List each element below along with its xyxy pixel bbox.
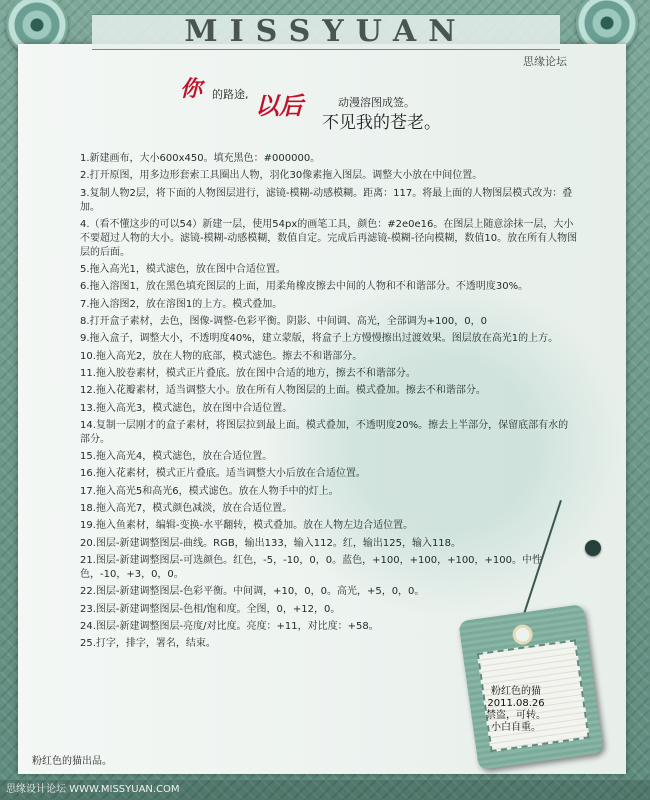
title-main-line: 不见我的苍老。 (322, 113, 441, 133)
step-item: 23.图层-新建调整图层-色相/饱和度。全图，0，+12，0。 (80, 603, 341, 615)
step-item: 15.拖入高光4，模式滤色，放在合适位置。 (80, 451, 273, 463)
site-watermark: 思缘设计论坛 WWW.MISSYUAN.COM (0, 780, 650, 800)
tag-line-3: 禁盗，可转。 (486, 710, 546, 721)
step-item: 19.拖入鱼素材，编辑-变换-水平翻转，模式叠加。放在人物左边合适位置。 (80, 520, 414, 532)
step-item: 12.拖入花瓣素材，适当调整大小。放在所有人物图层的上面。模式叠加。擦去不和谐部分。 (80, 385, 486, 397)
step-item: 17.拖入高光5和高光6，模式滤色。放在人物手中的灯上。 (80, 485, 339, 497)
tag-hole (511, 623, 534, 646)
step-item: 11.拖入胶卷素材，模式正片叠底。放在图中合适的地方，擦去不和谐部分。 (80, 367, 416, 379)
step-item: 1.新建画布，大小600x450。填充黑色：#000000。 (80, 153, 321, 164)
tag-line-4: 小白自重。 (491, 722, 541, 733)
step-item: 14.复制一层刚才的盒子素材，将图层拉到最上面。模式叠加，不透明度20%。擦去上半部分，保留底部有水的部分。 (80, 419, 569, 445)
step-item: 13.拖入高光3，模式滤色，放在图中合适位置。 (80, 402, 293, 414)
step-item: 16.拖入花素材，模式正片叠底。适当调整大小后放在合适位置。 (80, 468, 366, 480)
title-red-second: 以后 (255, 91, 303, 120)
step-item: 5.拖入高光1，模式滤色，放在图中合适位置。 (80, 264, 286, 276)
step-item: 2.打开原图，用多边形套索工具圈出人物，羽化30像素拖入图层。调整大小放在中间位置。 (80, 170, 483, 182)
footer-credit: 粉红色的猫出品。 (32, 756, 112, 767)
tag-line-2: 2011.08.26 (487, 698, 545, 709)
step-item: 18.拖入高光7，模式颜色减淡，放在合适位置。 (80, 503, 293, 515)
step-item: 21.图层-新建调整图层-可选颜色。红色，-5，-10，0，0。蓝色，+100，+100，+100，+100。中性色，-10，+3，0，0。 (80, 554, 543, 580)
title-small-first: 的路途, (212, 88, 249, 101)
step-item: 4.（看不懂这步的可以54）新建一层，使用54px的画笔工具，颜色：#2e0e16。在图层上随意涂抹一层，大小不要超过人物的大小。滤镜-模糊-动感模糊，数值自定。完成后再滤镜-模糊-径向模糊，数值10。放在所有人物图层的后面。 (80, 218, 578, 258)
brand-title: MISSYUAN (184, 14, 468, 49)
tag-line-1: 粉红色的猫 (491, 686, 541, 697)
steps-list (80, 152, 578, 654)
step-item: 6.拖入溶图1，放在黑色填充图层的上面，用柔角橡皮擦去中间的人物和不和谐部分。不透明度30%。 (80, 281, 529, 293)
forum-label: 思缘论坛 (523, 55, 567, 68)
step-item: 3.复制人物2层，将下面的人物图层进行，滤镜-模糊-动感模糊。距离：117。将最上面的人物图层模式改为：叠加。 (80, 187, 573, 213)
step-item: 20.图层-新建调整图层-曲线。RGB，输出133，输入112。红，输出125，输入118。 (80, 537, 462, 549)
step-item: 8.打开盒子素材，去色，图像-调整-色彩平衡。阴影、中间调、高光，全部调为+100，0，0 (80, 316, 487, 328)
step-item: 10.拖入高光2，放在人物的底部，模式滤色。擦去不和谐部分。 (80, 350, 363, 362)
step-item: 22.图层-新建调整图层-色彩平衡。中间调，+10，0，0。高光，+5，0，0。 (80, 586, 425, 598)
step-item: 24.图层-新建调整图层-亮度/对比度。亮度：+11，对比度：+58。 (80, 620, 379, 632)
button-knot (585, 540, 601, 556)
title-red-first: 你 (180, 76, 203, 102)
title-small-second: 动漫溶图成签。 (338, 96, 415, 109)
step-item: 25.打字，排字，署名，结束。 (80, 638, 216, 650)
step-item: 7.拖入溶图2，放在溶图1的上方。模式叠加。 (80, 298, 283, 310)
step-item: 9.拖入盒子，调整大小，不透明度40%，建立蒙版，将盒子上方慢慢擦出过渡效果。图层放在高光1的上方。 (80, 333, 559, 345)
tag-text-block (468, 686, 564, 734)
